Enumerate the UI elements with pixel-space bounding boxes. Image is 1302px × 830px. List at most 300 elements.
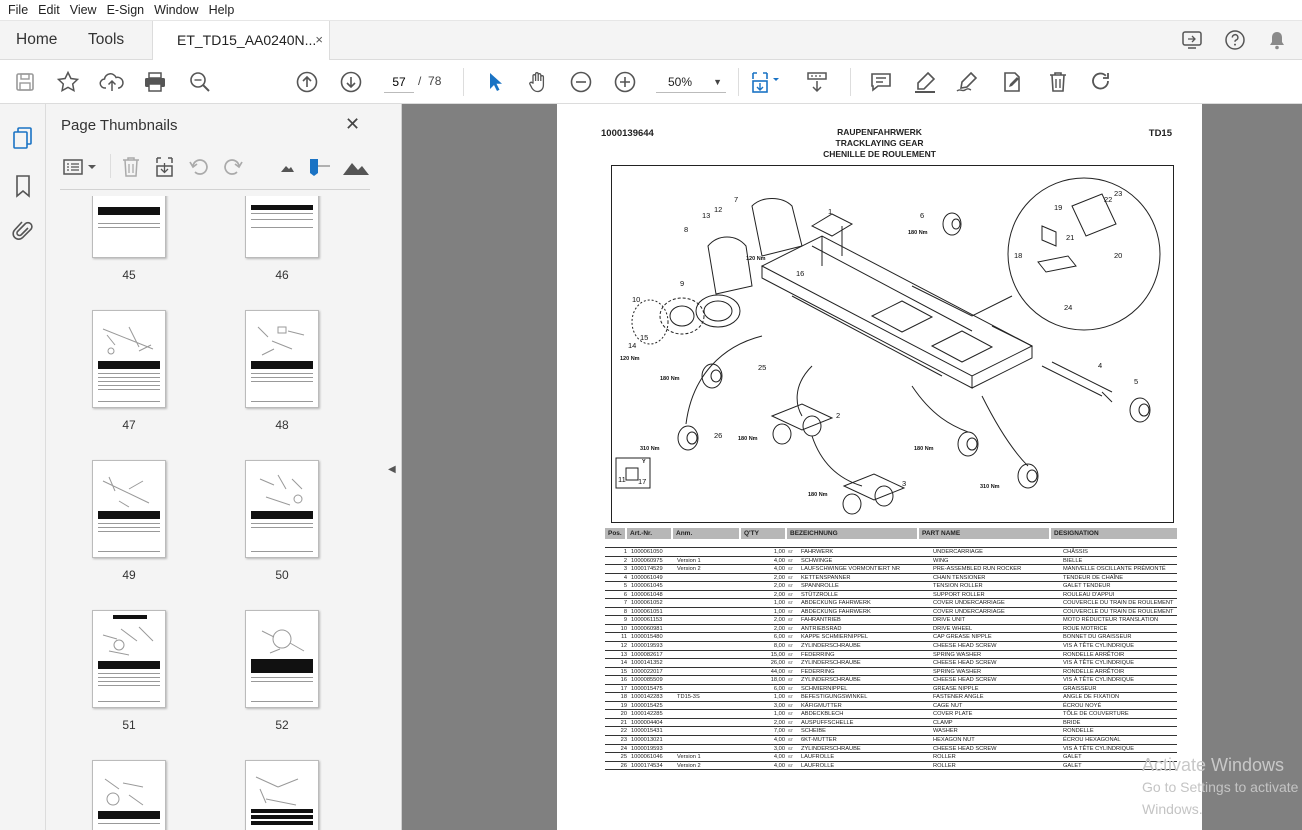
table-cell: STÜTZROLLE (801, 591, 838, 598)
select-cursor-icon[interactable] (482, 69, 508, 95)
table-cell: 15,00 (770, 651, 785, 658)
table-cell: ROLLER (933, 754, 956, 761)
zoom-out-search-icon[interactable] (187, 69, 213, 95)
table-cell: RONDELLE ARRÊTOIR (1063, 651, 1125, 658)
table-cell: LAUFROLLE (801, 754, 835, 761)
table-cell: 15 (620, 668, 627, 675)
page-thumbnail[interactable] (245, 460, 319, 558)
table-cell: 1000174534 (631, 762, 663, 769)
save-icon[interactable] (12, 69, 38, 95)
table-unit: ST (788, 643, 794, 649)
page-thumbnails-panel (46, 104, 382, 830)
table-cell: GALET TENDEUR (1063, 583, 1111, 590)
comment-icon[interactable] (868, 69, 894, 95)
table-cell: FASTENER ANGLE (933, 694, 984, 701)
table-unit: ST (788, 617, 794, 623)
torque-label: 180 Nm (738, 436, 758, 442)
thumbnail-page-number: 45 (122, 268, 136, 282)
panel-title: Page Thumbnails (61, 117, 178, 134)
menu-file[interactable]: File (8, 3, 29, 17)
table-cell: FAHRWERK (801, 549, 834, 555)
table-unit: ST (788, 651, 794, 657)
table-cell (675, 736, 743, 744)
callout-7: 7 (734, 195, 739, 204)
watermark-title: Activate Windows (1142, 755, 1285, 775)
table-cell: 4,00 (773, 754, 785, 761)
table-cell: 1000015431 (631, 728, 663, 735)
callout-23: 23 (1114, 189, 1123, 198)
table-unit: ST (788, 702, 794, 708)
table-cell: GALET (1063, 762, 1082, 769)
table-cell (675, 582, 743, 590)
table-cell: CHEESE HEAD SCREW (933, 660, 997, 667)
left-rail (0, 104, 46, 830)
col-bezeichnung: BEZEICHNUNG (787, 528, 919, 539)
tab-home[interactable]: Home (16, 31, 58, 48)
col-art-nr: Art.-Nr. (627, 528, 673, 539)
page-thumbnail[interactable] (245, 610, 319, 708)
table-cell: 1000015475 (631, 685, 663, 692)
table-cell: 1000061052 (631, 600, 663, 607)
callout-25: 25 (758, 363, 767, 372)
table-cell: RONDELLE ARRÊTOIR (1063, 668, 1125, 675)
callout-3: 3 (902, 479, 907, 488)
callout-26: 26 (714, 431, 723, 440)
table-cell: Version 2 (677, 566, 701, 573)
title-english: TRACKLAYING GEAR (835, 138, 924, 148)
table-cell: 22 (620, 728, 627, 735)
table-cell: BRIDE (1063, 719, 1081, 726)
page-thumbnail[interactable] (92, 610, 166, 708)
small-thumbnail-icon[interactable] (274, 154, 300, 180)
table-cell (675, 727, 743, 735)
table-unit: ST (788, 728, 794, 734)
table-unit: ST (788, 549, 794, 554)
table-cell: TÔLE DE COUVERTURE (1063, 711, 1129, 718)
table-row (605, 582, 1177, 591)
table-cell: AUSPUFFSCHELLE (801, 719, 854, 726)
callout-6: 6 (920, 211, 925, 220)
page-number-input[interactable] (384, 71, 414, 93)
table-cell: COVER UNDERCARRIAGE (933, 600, 1005, 607)
table-unit: ST (788, 711, 794, 717)
tab-document[interactable] (152, 21, 330, 60)
panel-collapse-handle[interactable] (382, 104, 402, 830)
table-cell: FEDERRING (801, 651, 835, 658)
tab-bar (0, 21, 1302, 60)
table-cell: 1000013021 (631, 737, 663, 744)
table-cell (675, 745, 743, 753)
table-row (605, 659, 1177, 668)
table-cell: CHAIN TENSIONER (933, 574, 986, 581)
table-row (605, 591, 1177, 600)
table-cell (675, 651, 743, 659)
table-cell: CHEESE HEAD SCREW (933, 745, 997, 752)
delete-page-icon[interactable] (118, 154, 144, 180)
table-cell: 7 (623, 600, 627, 607)
table-cell: 1 (623, 549, 627, 555)
insert-page-icon[interactable] (152, 154, 178, 180)
table-cell: COVER UNDERCARRIAGE (933, 608, 1005, 615)
table-cell: PRE-ASSEMBLED RUN ROCKER (933, 566, 1022, 573)
table-cell: ZYLINDERSCHRAUBE (801, 660, 861, 667)
table-cell: 1,00 (773, 608, 785, 615)
table-cell: 11 (621, 634, 627, 641)
table-cell: 2,00 (773, 617, 785, 624)
table-cell: 1000015480 (631, 634, 663, 641)
notification-bell-icon[interactable] (1266, 29, 1288, 51)
draw-pen-icon[interactable] (955, 69, 981, 95)
page-thumbnail[interactable] (245, 760, 319, 830)
bookmark-icon[interactable] (11, 174, 35, 198)
table-unit: ST (788, 694, 794, 700)
table-cell: ROULEAU D'APPUI (1063, 591, 1115, 598)
callout-24: 24 (1064, 303, 1073, 312)
callout-4: 4 (1098, 361, 1103, 370)
redo-icon[interactable] (1088, 69, 1114, 95)
next-page-icon[interactable] (338, 69, 364, 95)
table-cell: 25 (620, 754, 627, 761)
menu-bar (0, 0, 1302, 21)
table-cell: 2,00 (773, 591, 785, 598)
table-unit: ST (788, 566, 794, 572)
share-screen-icon[interactable] (1182, 29, 1204, 51)
table-cell: SPRING WASHER (933, 651, 982, 658)
table-cell: 7,00 (773, 728, 785, 735)
table-cell: 12 (620, 643, 627, 650)
exploded-view-diagram (611, 165, 1174, 523)
thumbnail-page-number: 47 (122, 418, 136, 432)
thumbnail-page-number: 50 (275, 568, 289, 582)
table-cell: GALET (1063, 754, 1082, 761)
table-cell: 4,00 (773, 557, 785, 564)
inset-label-y: Y (642, 459, 646, 465)
tab-close-button[interactable]: × (315, 32, 323, 47)
table-cell: VIS À TÊTE CYLINDRIQUE (1063, 643, 1135, 650)
table-cell: DRIVE UNIT (933, 617, 966, 624)
table-cell: 18,00 (770, 677, 785, 684)
table-cell: ÉCROU HEXAGONAL (1063, 737, 1121, 744)
table-cell: KAPPE SCHMIERNIPPEL (801, 634, 869, 641)
table-row (605, 736, 1177, 745)
table-cell (675, 710, 743, 718)
page-display-icon[interactable] (750, 69, 784, 95)
torque-label: 180 Nm (908, 230, 928, 236)
callout-15: 15 (640, 333, 649, 342)
torque-label: 180 Nm (660, 376, 680, 382)
table-cell: 1000142283 (631, 694, 663, 701)
table-cell: FEDERRING (801, 668, 835, 675)
table-cell (675, 668, 743, 676)
col-pos: Pos. (605, 528, 627, 539)
table-unit: ST (788, 574, 794, 580)
col-part-name: PART NAME (919, 528, 1051, 539)
table-cell: DRIVE WHEEL (933, 625, 973, 632)
table-cell: ABDECKBLECH (801, 711, 844, 718)
table-cell: FAHRANTRIEB (801, 617, 841, 624)
table-cell: LAUFSCHWINGE VORMONTIERT NR (801, 566, 901, 573)
hand-tool-icon[interactable] (525, 69, 551, 95)
table-cell: 1,00 (773, 694, 785, 701)
zoom-in-icon[interactable] (612, 69, 638, 95)
table-cell: 4,00 (773, 566, 785, 573)
highlight-pen-icon[interactable] (912, 69, 938, 95)
table-cell (675, 676, 743, 684)
table-cell: ÉCROU NOYÉ (1063, 702, 1102, 709)
table-cell (675, 625, 743, 633)
table-cell (675, 702, 743, 710)
table-cell: 26,00 (770, 660, 785, 667)
table-cell: BEFESTIGUNGSWINKEL (801, 694, 868, 701)
table-cell: 10 (620, 625, 627, 632)
table-cell (675, 685, 743, 693)
callout-14: 14 (628, 341, 637, 350)
table-cell: VIS À TÊTE CYLINDRIQUE (1063, 677, 1135, 684)
table-cell: 1000061051 (631, 608, 663, 615)
page-thumbnail[interactable] (245, 310, 319, 408)
table-cell: 1,00 (773, 549, 785, 555)
table-unit: ST (788, 754, 794, 760)
table-cell: SCHEIBE (801, 728, 826, 735)
table-unit: ST (788, 583, 794, 589)
table-row (605, 668, 1177, 677)
table-cell: KÄFIGMUTTER (801, 702, 842, 709)
page-thumbnail[interactable] (245, 196, 319, 258)
bookmark-star-icon[interactable] (55, 69, 81, 95)
title-french: CHENILLE DE ROULEMENT (823, 149, 936, 159)
callout-22: 22 (1104, 195, 1113, 204)
table-cell: 20 (620, 711, 627, 718)
table-cell: 6 (623, 591, 627, 598)
table-cell: 1000085509 (631, 677, 663, 684)
table-cell: 1000019593 (631, 745, 663, 752)
thumbnail-page-number: 48 (275, 418, 289, 432)
table-cell: HEXAGON NUT (933, 737, 975, 744)
callout-10: 10 (632, 295, 641, 304)
attachment-icon[interactable] (11, 219, 35, 243)
large-thumbnail-icon[interactable] (342, 154, 370, 180)
table-cell: CLAMP (933, 719, 953, 726)
page-thumbnail[interactable] (92, 460, 166, 558)
callout-9: 9 (680, 279, 685, 288)
table-cell (675, 548, 743, 556)
table-cell (675, 616, 743, 624)
table-header (605, 528, 1177, 539)
table-row (605, 676, 1177, 685)
print-icon[interactable] (142, 69, 168, 95)
table-cell: SCHWINGE (801, 557, 833, 564)
callout-13: 13 (702, 211, 711, 220)
table-unit: ST (788, 591, 794, 597)
table-cell: Version 1 (677, 557, 701, 564)
thumbnail-page-number: 49 (122, 568, 136, 582)
page-thumbnail[interactable] (92, 196, 166, 258)
table-cell: CAP GREASE NIPPLE (933, 634, 992, 641)
table-cell: COVER PLATE (933, 711, 973, 718)
page-thumbnail[interactable] (92, 310, 166, 408)
menu-help[interactable]: Help (208, 3, 235, 17)
help-icon[interactable] (1224, 29, 1246, 51)
page-thumbnails-icon[interactable] (11, 126, 35, 150)
table-cell (675, 591, 743, 599)
table-cell: CHÂSSIS (1063, 549, 1088, 555)
table-cell: 4 (623, 574, 627, 581)
table-cell: RONDELLE (1063, 728, 1094, 735)
callout-1: 1 (828, 207, 833, 216)
table-body (605, 547, 1177, 770)
table-cell: BONNET DU GRAISSEUR (1063, 634, 1132, 641)
table-cell: 3,00 (773, 745, 785, 752)
zoom-level-value: 50% (668, 75, 693, 89)
table-row (605, 710, 1177, 719)
torque-label: 310 Nm (980, 484, 1000, 490)
torque-label: 120 Nm (746, 256, 766, 262)
table-cell: 1000061046 (631, 754, 663, 761)
table-row (605, 702, 1177, 711)
table-row (605, 762, 1177, 771)
table-cell: 2,00 (773, 583, 785, 590)
delete-trash-icon[interactable] (1045, 69, 1071, 95)
table-cell: SCHMIERNIPPEL (801, 685, 848, 692)
table-cell: ABDECKUNG FAHRWERK (801, 600, 871, 607)
table-row (605, 745, 1177, 754)
table-cell: 19 (620, 702, 627, 709)
table-cell: VIS À TÊTE CYLINDRIQUE (1063, 745, 1135, 752)
table-cell: GREASE NIPPLE (933, 685, 979, 692)
table-cell (675, 642, 743, 650)
table-cell: COUVERCLE DU TRAIN DE ROULEMENT (1063, 600, 1174, 607)
torque-label: 310 Nm (640, 446, 660, 452)
table-unit: ST (788, 685, 794, 691)
page-separator: / (418, 74, 422, 88)
panel-divider (110, 154, 111, 178)
table-cell: ABDECKUNG FAHRWERK (801, 608, 871, 615)
tab-tools[interactable]: Tools (88, 31, 125, 48)
thumbnail-page-number: 52 (275, 718, 289, 732)
rotate-left-icon[interactable] (186, 154, 212, 180)
panel-close-button[interactable]: ✕ (345, 114, 361, 134)
table-cell: 1000061045 (631, 583, 663, 590)
callout-20: 20 (1114, 251, 1123, 260)
table-cell: ZYLINDERSCHRAUBE (801, 643, 861, 650)
table-cell: 5 (623, 583, 627, 590)
table-cell: 1000174529 (631, 566, 663, 573)
table-unit: ST (788, 557, 794, 563)
thumbnail-size-slider[interactable] (306, 154, 332, 180)
rotate-right-icon[interactable] (220, 154, 246, 180)
page-count (418, 74, 441, 88)
table-row (605, 719, 1177, 728)
activate-windows-watermark (1142, 754, 1302, 820)
table-cell: 6,00 (773, 634, 785, 641)
menu-window[interactable]: Window (154, 3, 199, 17)
scroll-mode-icon[interactable] (804, 69, 830, 95)
table-cell: COUVERCLE DU TRAIN DE ROULEMENT (1063, 608, 1174, 615)
table-cell: 1000061050 (631, 549, 663, 555)
table-cell: ZYLINDERSCHRAUBE (801, 745, 861, 752)
table-cell: 3 (623, 566, 627, 573)
table-cell: 21 (620, 719, 627, 726)
table-cell: ZYLINDERSCHRAUBE (801, 677, 861, 684)
parts-table (605, 528, 1177, 770)
table-cell: 4,00 (773, 762, 785, 769)
zoom-out-icon[interactable] (568, 69, 594, 95)
table-cell: TD15-3S (677, 694, 700, 701)
document-viewport[interactable] (402, 104, 1302, 830)
table-cell: 1000060975 (631, 557, 663, 564)
table-cell: MANIVELLE OSCILLANTE PRÉMONTÉ (1063, 566, 1166, 573)
callout-2: 2 (836, 411, 841, 420)
callout-17: 17 (638, 477, 647, 486)
upload-cloud-icon[interactable] (99, 69, 125, 95)
col-designation: DESIGNATION (1054, 530, 1099, 537)
table-cell: TENDEUR DE CHAÎNE (1063, 574, 1124, 581)
toolbar-divider (463, 68, 464, 96)
table-cell: 8 (623, 608, 627, 615)
menu-esign[interactable]: E-Sign (106, 3, 145, 17)
previous-page-icon[interactable] (294, 69, 320, 95)
table-cell (675, 608, 743, 616)
table-cell: 13 (620, 651, 627, 658)
callout-8: 8 (684, 225, 689, 234)
table-cell: 1,00 (773, 711, 785, 718)
table-cell (675, 599, 743, 607)
menu-view[interactable]: View (69, 3, 97, 17)
table-cell: 14 (620, 660, 627, 667)
table-cell: UNDERCARRIAGE (933, 549, 983, 555)
page-thumbnail[interactable] (92, 760, 166, 830)
table-cell: 3,00 (773, 702, 785, 709)
table-unit: ST (788, 677, 794, 683)
thumbnail-options-icon[interactable] (62, 154, 98, 180)
table-cell: TENSION ROLLER (933, 583, 983, 590)
table-cell: 1000060981 (631, 625, 663, 632)
torque-label: 180 Nm (914, 446, 934, 452)
collapse-arrow-icon: ◀ (388, 464, 396, 475)
thumbnail-page-number: 51 (122, 718, 136, 732)
table-cell: 6,00 (773, 685, 785, 692)
watermark-subtitle: Go to Settings to activate Windows. (1142, 779, 1299, 817)
pdf-page (557, 104, 1202, 830)
table-cell: ROLLER (933, 762, 956, 769)
menu-edit[interactable]: Edit (38, 3, 60, 17)
main-toolbar (0, 60, 1302, 104)
edit-pdf-icon[interactable] (999, 69, 1025, 95)
table-cell: 26 (620, 762, 627, 769)
table-cell: 24 (620, 745, 627, 752)
table-cell: 2 (623, 557, 627, 564)
zoom-level-select[interactable] (656, 71, 726, 93)
table-cell: 44,00 (770, 668, 785, 675)
table-cell: SUPPORT ROLLER (933, 591, 985, 598)
callout-19: 19 (1054, 203, 1063, 212)
torque-label: 180 Nm (808, 492, 828, 498)
table-cell: 6KT-MUTTER (801, 737, 837, 744)
table-cell: 1000004404 (631, 719, 663, 726)
table-cell: WING (933, 557, 949, 564)
table-cell: 1000022017 (631, 668, 663, 675)
table-unit: ST (788, 762, 794, 768)
tab-document-title: ET_TD15_AA0240N... (177, 32, 317, 48)
table-cell: CHEESE HEAD SCREW (933, 677, 997, 684)
table-cell: ROUE MOTRICE (1063, 625, 1108, 632)
table-cell: 1000019593 (631, 643, 663, 650)
table-cell: 1000061153 (631, 617, 663, 624)
col-qty: Q'TY (741, 528, 787, 539)
table-cell (675, 574, 743, 582)
table-row (605, 557, 1177, 566)
table-cell: SPANNROLLE (801, 583, 839, 590)
